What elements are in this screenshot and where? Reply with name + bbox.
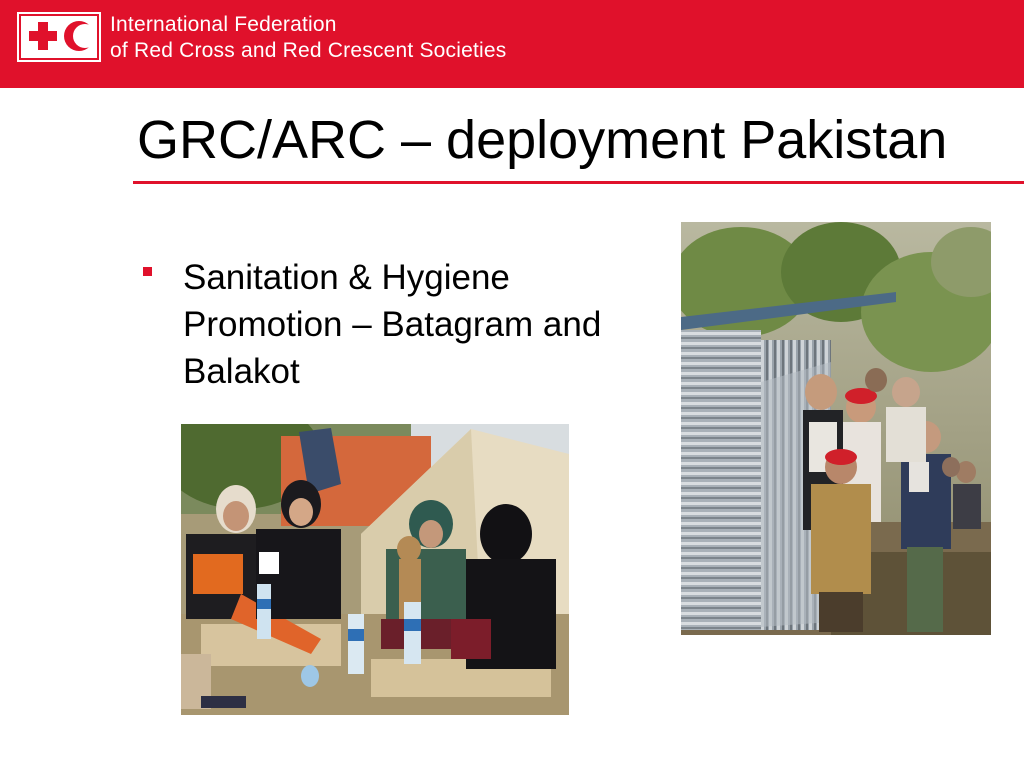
org-name-line1: International Federation: [110, 13, 337, 36]
title-divider: [133, 181, 1024, 184]
bullet-square-icon: [143, 267, 152, 276]
hygiene-session-photo: [181, 424, 569, 715]
latrine-construction-photo: [681, 222, 991, 635]
red-cross-red-crescent-logo-icon: [17, 12, 101, 62]
organization-name: [110, 12, 507, 64]
bullet-item: Sanitation & Hygiene Promotion – Batagram and Balakot: [183, 258, 602, 391]
slide-title: GRC/ARC – deployment Pakistan: [137, 110, 948, 170]
org-name-line2: of Red Cross and Red Crescent Societies: [110, 39, 507, 62]
header-band: [0, 0, 1024, 88]
